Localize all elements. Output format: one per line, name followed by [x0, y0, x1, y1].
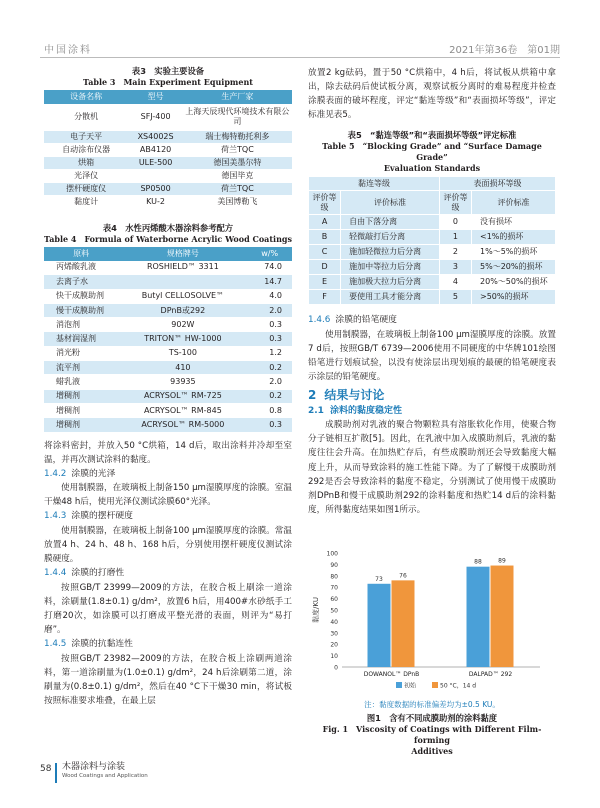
- table-cell: KU-2: [128, 195, 183, 208]
- table-cell: 摆杆硬度仪: [44, 182, 128, 195]
- table-cell: 增稠剂: [44, 403, 118, 417]
- table-cell: 要使用工具才能分离: [341, 290, 440, 305]
- figure-1: [308, 545, 556, 756]
- table-cell: 0.3: [247, 418, 292, 432]
- table-cell: 光泽仪: [44, 169, 128, 182]
- table-cell: 黏度计: [44, 195, 128, 208]
- table3-caption-en: Table 3 Main Experiment Equipment: [83, 77, 253, 87]
- y-tick-label: 90: [330, 561, 338, 569]
- table-cell: 增稠剂: [44, 389, 118, 403]
- table-cell: 上海天辰现代环境技术有限公司: [183, 104, 292, 130]
- table-row: [309, 275, 556, 290]
- table-cell: 0.2: [247, 361, 292, 375]
- table-cell: 烘箱: [44, 156, 128, 169]
- footer-journal-en: Wood Coatings and Application: [62, 773, 148, 779]
- table-row: [44, 169, 292, 182]
- table-cell: TRITON™ HW-1000: [118, 332, 247, 346]
- table-cell: 5%～20%的损坏: [472, 260, 556, 275]
- section-title: 涂膜的打磨性: [71, 568, 125, 579]
- table5-subheader: 评价等级: [309, 191, 341, 215]
- issue-info: 2021年第36卷 第01期: [449, 45, 560, 56]
- table3-header: 生产厂家: [183, 90, 292, 104]
- table5-caption-en: Evaluation Standards: [383, 163, 481, 174]
- section-title: 涂料的黏度稳定性: [329, 406, 402, 417]
- table-cell: B: [309, 230, 341, 245]
- table-row: [44, 389, 292, 403]
- table5-group-header: 表面损坏等级: [439, 177, 555, 191]
- table-row: [309, 245, 556, 260]
- table-row: [44, 289, 292, 303]
- table-cell: SP0500: [128, 182, 183, 195]
- table-cell: 410: [118, 361, 247, 375]
- section-number: 1.4.4: [44, 568, 67, 579]
- table-cell: [118, 275, 247, 289]
- table-cell: 电子天平: [44, 130, 128, 143]
- y-tick-label: 80: [330, 573, 338, 581]
- table-row: [44, 104, 292, 130]
- section-title: 涂膜的光泽: [71, 468, 116, 479]
- table5-subheader: 评价标准: [341, 191, 440, 215]
- table-cell: 20%～50%的损坏: [472, 275, 556, 290]
- table-row: [44, 418, 292, 432]
- table-cell: 施加极大拉力后分离: [341, 275, 440, 290]
- table-cell: 2: [439, 245, 471, 260]
- table-cell: 没有损坏: [472, 215, 556, 230]
- y-tick-label: 50: [330, 607, 338, 615]
- table-cell: 自由下落分离: [341, 215, 440, 230]
- section-heading: [308, 313, 556, 328]
- table-cell: 美国博勒飞: [183, 195, 292, 208]
- section-number: 2: [308, 388, 317, 403]
- table-row: [44, 403, 292, 417]
- journal-name: 中国涂料: [44, 45, 92, 56]
- table-row: [44, 156, 292, 169]
- table4-header: w/%: [247, 247, 292, 261]
- table-cell: 德国毕克: [183, 169, 292, 182]
- section-heading: [44, 509, 292, 524]
- table-cell: 4.0: [247, 289, 292, 303]
- y-axis-label: 黏度/KU: [312, 597, 320, 623]
- left-column: [44, 66, 292, 708]
- table-cell: 14.7: [247, 275, 292, 289]
- table-cell: 1: [439, 230, 471, 245]
- paragraph: 放置2 kg砝码，置于50 °C烘箱中，4 h后，将试板从烘箱中拿出，除去砝码后使试板分离，观察试板分离时的难易程度并检查涂膜表面的破坏程度，评定“黏连等级”和“表面损坏等级”，评定标准见表5。: [308, 68, 556, 121]
- table-row: [44, 130, 292, 143]
- table-row: [309, 260, 556, 275]
- table-row: [44, 143, 292, 156]
- table-cell: 0.2: [247, 389, 292, 403]
- table5-subheader: 评价标准: [472, 191, 556, 215]
- page-header: [40, 38, 560, 58]
- table-row: [44, 375, 292, 389]
- table-cell: 施加轻微拉力后分离: [341, 245, 440, 260]
- table-cell: <1%的损坏: [472, 230, 556, 245]
- section-heading: [44, 637, 292, 652]
- table-cell: 瑞士梅特勒托利多: [183, 130, 292, 143]
- table-row: [44, 275, 292, 289]
- bar: [491, 566, 514, 667]
- table-cell: 0: [439, 215, 471, 230]
- table-cell: 自动涂布仪器: [44, 143, 128, 156]
- section-heading: [308, 386, 556, 404]
- table-cell: 消泡剂: [44, 318, 118, 332]
- table-cell: [128, 169, 183, 182]
- table-cell: 基材润湿剂: [44, 332, 118, 346]
- table-cell: 分散机: [44, 104, 128, 130]
- table5-group-header: 黏连等级: [309, 177, 440, 191]
- table-cell: 3: [439, 260, 471, 275]
- y-tick-label: 40: [330, 618, 338, 626]
- table-cell: DPnB或292: [118, 303, 247, 317]
- section-number: 2.1: [308, 406, 324, 417]
- bar: [368, 584, 391, 667]
- footer-journal: 木器涂料与涂装: [62, 762, 126, 772]
- y-tick-label: 10: [330, 653, 338, 661]
- right-column: [308, 66, 556, 517]
- data-label: 76: [399, 572, 407, 580]
- section-number: 1.4.2: [44, 468, 67, 479]
- table-row: [44, 318, 292, 332]
- x-tick-label: DALPAD™ 292: [468, 671, 513, 678]
- table-cell: 轻微敲打后分离: [341, 230, 440, 245]
- table-row: [44, 346, 292, 360]
- y-tick-label: 0: [334, 664, 338, 672]
- table-row: [44, 332, 292, 346]
- table5: [308, 176, 556, 305]
- section-heading: [308, 404, 556, 418]
- table-cell: 93935: [118, 375, 247, 389]
- table-row: [44, 303, 292, 317]
- legend-label: 初始: [404, 682, 417, 690]
- table-cell: 增稠剂: [44, 418, 118, 432]
- page-footer: [40, 760, 560, 790]
- table-row: [309, 230, 556, 245]
- table-cell: TS-100: [118, 346, 247, 360]
- bar: [392, 580, 415, 667]
- y-tick-label: 70: [330, 584, 338, 592]
- data-label: 88: [474, 558, 482, 566]
- table-cell: 去离子水: [44, 275, 118, 289]
- section-title: 涂膜的铅笔硬度: [335, 315, 397, 326]
- table-cell: ROSHIELD™ 3311: [118, 261, 247, 275]
- x-tick-label: DOWANOL™ DPnB: [363, 671, 420, 678]
- section-number: 1.4.6: [308, 315, 331, 326]
- table-cell: F: [309, 290, 341, 305]
- figure-caption-en: Additives: [411, 746, 453, 756]
- table-cell: 施加中等拉力后分离: [341, 260, 440, 275]
- section-heading: [44, 566, 292, 581]
- table-cell: ULE-500: [128, 156, 183, 169]
- table-cell: 慢干成膜助剂: [44, 303, 118, 317]
- y-tick-label: 20: [330, 641, 338, 649]
- section-number: 1.4.3: [44, 511, 67, 522]
- table-cell: XS4002S: [128, 130, 183, 143]
- table-cell: 2.0: [247, 375, 292, 389]
- table3-header: 设备名称: [44, 90, 128, 104]
- legend-label: 50 °C，14 d: [440, 682, 477, 690]
- paragraph: 使用制膜器，在玻璃板上制备100 µm湿膜厚度的涂膜。放置7 d后，按照GB/T 6739—2006使用不同硬度的中华牌101绘图铅笔进行划痕试验，以没有使涂层出现划痕的最硬的铅笔硬度表示涂层的铅笔硬度。: [308, 329, 556, 383]
- bar: [467, 567, 490, 667]
- table5-caption-en: Table 5 “Blocking Grade” and “Surface Damage Grade”: [322, 141, 542, 163]
- table-cell: 德国美墨尔特: [183, 156, 292, 169]
- table4-header: 原料: [44, 247, 118, 261]
- table4-caption-en: Table 4 Formula of Waterborne Acrylic Wood Coatings: [44, 233, 292, 244]
- section-title: 涂膜的摆杆硬度: [71, 511, 133, 522]
- paragraph: 按照GB/T 23982—2009的方法，在胶合板上涂刷两道涂料，第一道涂刷量为(1.0±0.1) g/dm²，24 h后涂刷第二道，涂刷量为(0.8±0.1) g/dm²，然后在40 °C下干燥30 min，将试板按照标准要求堆叠，在最上层: [44, 653, 292, 706]
- table4-caption-cn: 表4 水性丙烯酸木器涂料参考配方: [102, 222, 234, 233]
- table-cell: ACRYSOL™ RM-5000: [118, 418, 247, 432]
- table4-header: 规格牌号: [118, 247, 247, 261]
- table3: [44, 90, 292, 209]
- paragraph: 成膜助剂对乳液的聚合物颗粒具有溶胀软化作用，使聚合物分子链相互扩散[5]。因此，在乳液中加入成膜助剂后，乳液的黏度往往会升高。在加热贮存后，有些成膜助剂还会导致黏度大幅度上升，从而导致涂料的施工性能下降。为了了解慢干成膜助剂292是否会导致涂料的黏度不稳定，分别测试了使用慢干成膜助剂DPnB和慢干成膜助剂292的涂料黏度和热贮14 d后的涂料黏度，所得黏度结果如图1所示。: [308, 420, 556, 515]
- table4: [44, 247, 292, 433]
- table-row: [309, 215, 556, 230]
- section-title: 涂膜的抗黏连性: [71, 639, 133, 650]
- table-cell: ACRYSOL™ RM-845: [118, 403, 247, 417]
- footer-divider: [55, 763, 57, 783]
- table5-caption-cn: 表5 “黏连等级”和“表面损坏等级”评定标准: [347, 130, 517, 141]
- table-cell: 快干成膜助剂: [44, 289, 118, 303]
- data-label: 73: [375, 575, 383, 583]
- y-tick-label: 60: [330, 596, 338, 604]
- table-cell: 74.0: [247, 261, 292, 275]
- legend-swatch: [432, 682, 438, 688]
- table-cell: 0.3: [247, 318, 292, 332]
- table-cell: 5: [439, 290, 471, 305]
- table-row: [44, 261, 292, 275]
- table-cell: Butyl CELLOSOLVE™: [118, 289, 247, 303]
- table-row: [309, 290, 556, 305]
- y-tick-label: 100: [326, 550, 338, 558]
- table5-subheader: 评价等级: [439, 191, 471, 215]
- data-label: 89: [498, 557, 506, 565]
- table-row: [44, 195, 292, 208]
- section-number: 1.4.5: [44, 639, 67, 650]
- table-row: [44, 182, 292, 195]
- table-cell: 消光粉: [44, 346, 118, 360]
- table-cell: 0.8: [247, 403, 292, 417]
- table-cell: 蜡乳液: [44, 375, 118, 389]
- table-cell: 荷兰TQC: [183, 182, 292, 195]
- table-row: [44, 361, 292, 375]
- section-title: 结果与讨论: [324, 388, 385, 403]
- figure-caption-cn: 图1 含有不同成膜助剂的涂料黏度: [366, 713, 498, 723]
- table-cell: E: [309, 275, 341, 290]
- paragraph: 使用制膜器，在玻璃板上制备150 µm湿膜厚度的涂膜。室温干燥48 h后，使用光泽仪测试涂膜60°光泽。: [44, 483, 292, 508]
- table-cell: AB4120: [128, 143, 183, 156]
- table-cell: 1%～5%的损坏: [472, 245, 556, 260]
- table-cell: 2.0: [247, 303, 292, 317]
- table-cell: 0.3: [247, 332, 292, 346]
- table-cell: 丙烯酸乳液: [44, 261, 118, 275]
- y-tick-label: 30: [330, 630, 338, 638]
- table-cell: SFJ-400: [128, 104, 183, 130]
- section-heading: [44, 467, 292, 482]
- paragraph: 按照GB/T 23999—2009的方法，在胶合板上刷涂一道涂料，涂刷量(1.8±0.1) g/dm²，放置6 h后，用400#水砂纸手工打磨20次，如涂膜可以打磨成平整光滑的表面，则评为“易打磨”。: [44, 582, 292, 635]
- table-cell: >50%的损坏: [472, 290, 556, 305]
- page-number: 58: [40, 764, 52, 774]
- table-cell: A: [309, 215, 341, 230]
- paragraph: 将涂料密封，并放入50 °C烘箱，14 d后，取出涂料并冷却至室温，并再次测试涂料的黏度。: [44, 440, 292, 465]
- table-cell: 1.2: [247, 346, 292, 360]
- figure-note: 注：黏度数据的标准偏差均为±0.5 KU。: [364, 700, 500, 709]
- bar-chart: [308, 545, 556, 695]
- legend-swatch: [396, 682, 402, 688]
- table-cell: ACRYSOL™ RM-725: [118, 389, 247, 403]
- table-cell: 流平剂: [44, 361, 118, 375]
- paragraph: 使用制膜器，在玻璃板上制备100 µm湿膜厚度的涂膜。常温放置4 h、24 h、48 h、168 h后，分别使用摆杆硬度仪测试涂膜硬度。: [44, 525, 292, 565]
- table-cell: 荷兰TQC: [183, 143, 292, 156]
- table3-caption-cn: 表3 实验主要设备: [131, 66, 205, 76]
- figure-caption-en: Fig. 1 Viscosity of Coatings with Different Film-forming: [322, 724, 542, 745]
- table-cell: D: [309, 260, 341, 275]
- table3-header: 型号: [128, 90, 183, 104]
- table-cell: 902W: [118, 318, 247, 332]
- table-cell: C: [309, 245, 341, 260]
- table-cell: 4: [439, 275, 471, 290]
